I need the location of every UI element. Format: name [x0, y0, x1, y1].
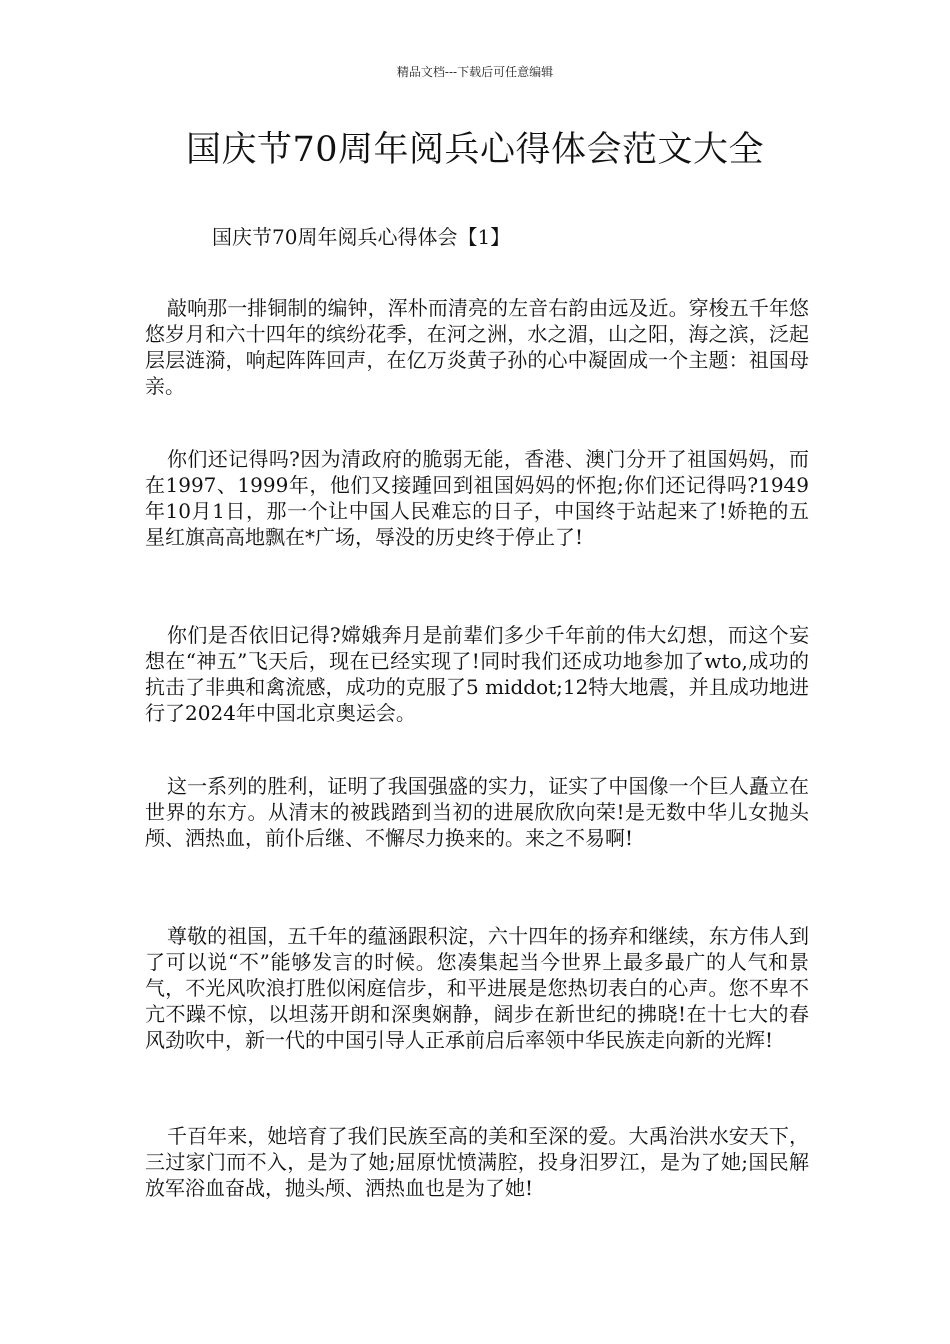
paragraph: 这一系列的胜利，证明了我国强盛的实力，证实了中国像一个巨人矗立在世界的东方。从清末的被践踏到当初的进展欣欣向荣!是无数中华儿女抛头颅、洒热血，前仆后继、不懈尽力换来的。来之不易啊! — [145, 774, 809, 850]
section-heading: 国庆节70周年阅兵心得体会【1】 — [212, 225, 511, 249]
paragraph: 你们还记得吗?因为清政府的脆弱无能，香港、澳门分开了祖国妈妈，而在1997、1999年，他们又接踵回到祖国妈妈的怀抱;你们还记得吗?1949年10月1日，那一个让中国人民难忘的日子，中国终于站起来了!娇艳的五星红旗高高地飘在*广场，辱没的历史终于停止了! — [145, 447, 809, 549]
header-note: 精品文档---下载后可任意编辑 — [396, 65, 554, 79]
document-title: 国庆节70周年阅兵心得体会范文大全 — [185, 130, 765, 170]
paragraph: 尊敬的祖国，五千年的蕴涵跟积淀，六十四年的扬弃和继续，东方伟人到了可以说“不”能够发言的时候。您凑集起当今世界上最多最广的人气和景气，不光风吹浪打胜似闲庭信步，和平进展是您热切表白的心声。您不卑不亢不躁不惊，以坦荡开朗和深奥娴静，阔步在新世纪的拂晓!在十七大的春风劲吹中，新一代的中国引导人正承前启后率领中华民族走向新的光辉! — [145, 924, 809, 1052]
paragraph: 你们是否依旧记得?嫦娥奔月是前辈们多少千年前的伟大幻想，而这个妄想在“神五”飞天后，现在已经实现了!同时我们还成功地参加了wto,成功的抗击了非典和禽流感，成功的克服了5 middot;12特大地震，并且成功地进行了2024年中国北京奥运会。 — [145, 623, 809, 725]
paragraph: 敲响那一排铜制的编钟，浑朴而清亮的左音右韵由远及近。穿梭五千年悠悠岁月和六十四年的缤纷花季，在河之洲，水之湄，山之阳，海之滨，泛起层层涟漪，响起阵阵回声，在亿万炎黄子孙的心中凝固成一个主题：祖国母亲。 — [145, 296, 809, 398]
paragraph: 千百年来，她培育了我们民族至高的美和至深的爱。大禹治洪水安天下，三过家门而不入，是为了她;屈原忧愤满腔，投身汨罗江，是为了她;国民解放军浴血奋战，抛头颅、洒热血也是为了她! — [145, 1124, 809, 1200]
